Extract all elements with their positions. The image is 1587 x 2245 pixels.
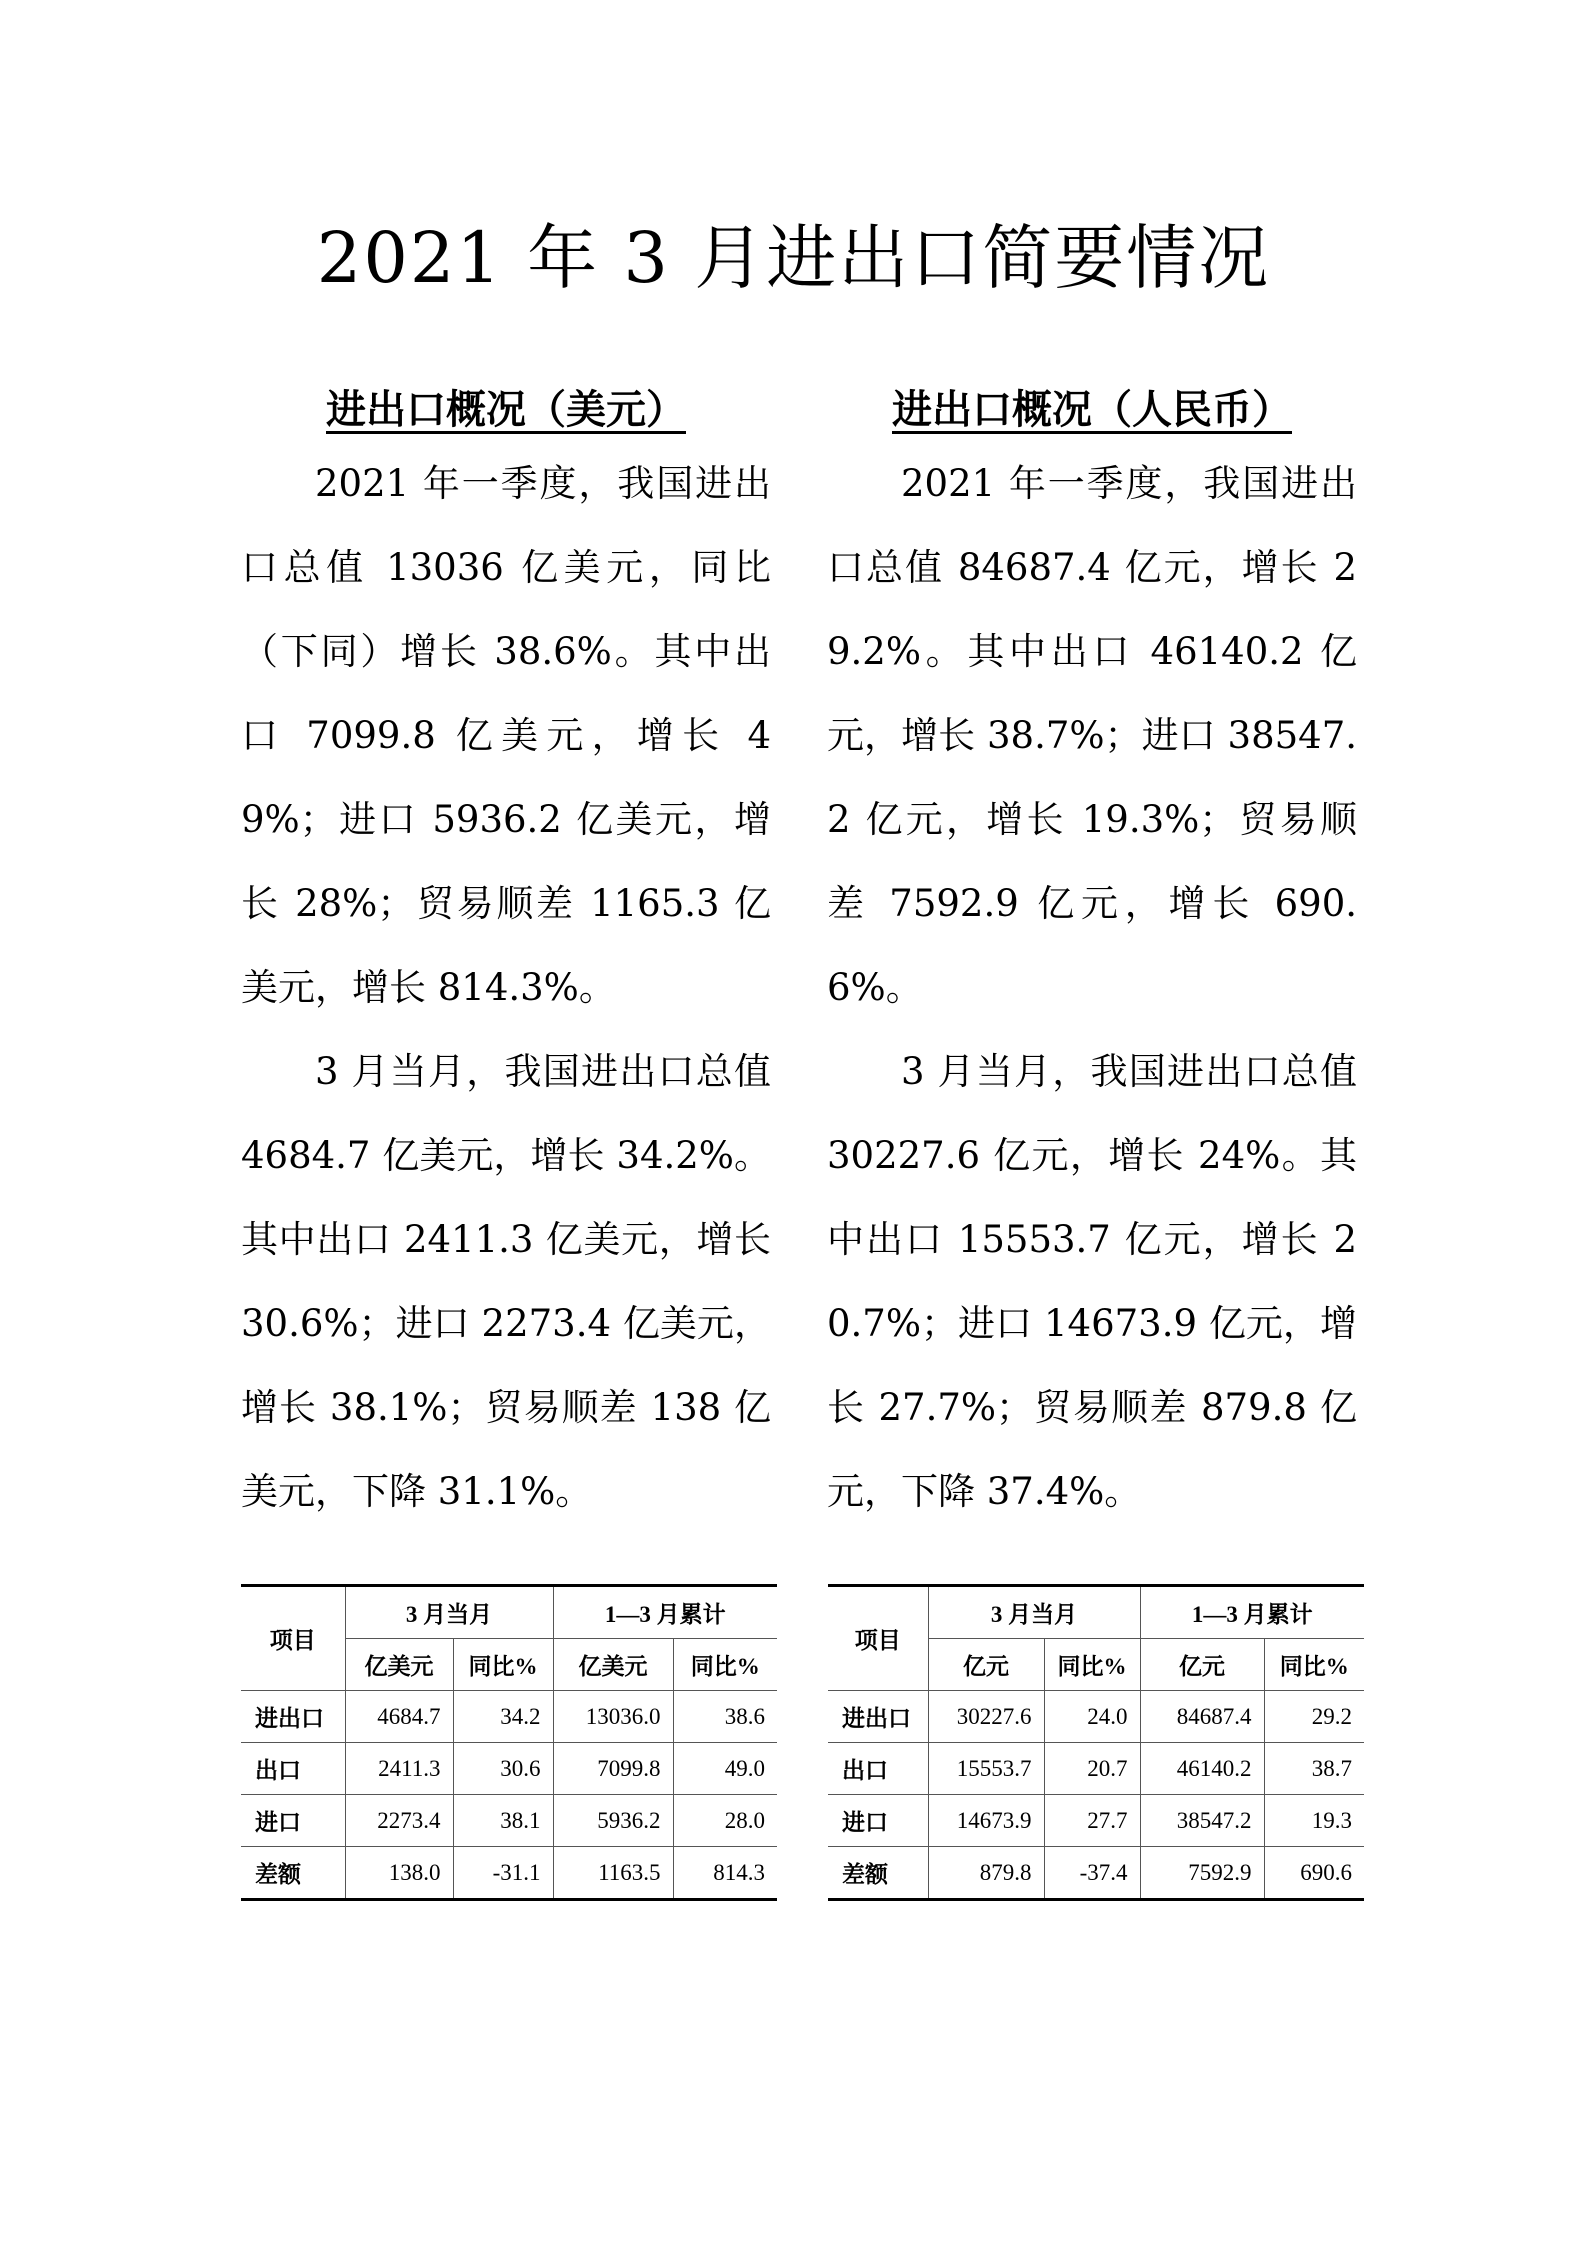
rmb-q1-paragraph: 2021 年一季度，我国进出口总值 84687.4 亿元，增长 29.2%。其中出口 46140.2 亿元，增长 38.7%；进口 38547.2 亿元，增长 19.3%；贸易顺差 7592.9 亿元，增长 690.6%。 [827,462,1357,1009]
cell-value: 1163.5 [553,1847,673,1900]
cumulative-group-header: 1—3 月累计 [1140,1586,1364,1639]
rmb-march-paragraph: 3 月当月，我国进出口总值 30227.6 亿元，增长 24%。其中出口 15553.7 亿元，增长 20.7%；进口 14673.9 亿元，增长 27.7%；贸易顺差 879.8 亿元，下降 37.4%。 [827,1050,1357,1513]
cell-value: 34.2 [453,1691,553,1743]
table-row [241,1743,777,1795]
rmb-section-heading [827,380,1357,440]
cell-value: 28.0 [673,1795,777,1847]
cell-value: 13036.0 [553,1691,673,1743]
row-label: 进出口 [828,1691,928,1743]
table-header-row [241,1586,777,1639]
cell-value: 30227.6 [928,1691,1044,1743]
march-unit-header: 亿元 [928,1639,1044,1691]
cell-value: 5936.2 [553,1795,673,1847]
table-row [828,1795,1364,1847]
cell-value: 27.7 [1044,1795,1140,1847]
row-label: 差额 [828,1847,928,1900]
table-header-row [828,1586,1364,1639]
table-row [828,1691,1364,1743]
table-row [241,1847,777,1900]
cell-value: 7592.9 [1140,1847,1264,1900]
usd-march-paragraph: 3 月当月，我国进出口总值 4684.7 亿美元，增长 34.2%。其中出口 2411.3 亿美元，增长 30.6%；进口 2273.4 亿美元，增长 38.1%；贸易顺差 138 亿美元，下降 31.1%。 [241,1050,771,1513]
cell-value: 15553.7 [928,1743,1044,1795]
cell-value: 814.3 [713,1859,765,1885]
cell-value: -37.4 [1044,1847,1140,1900]
cell-value: 14673.9 [928,1795,1044,1847]
usd-q1-paragraph: 2021 年一季度，我国进出口总值 13036 亿美元，同比（下同）增长 38.6%。其中出口 7099.8 亿美元，增长 49%；进口 5936.2 亿美元，增长 28%；贸易顺差 1165.3 亿美元，增长 814.3%。 [241,462,771,1009]
march-yoy-header: 同比% [1044,1639,1140,1691]
row-label: 进出口 [241,1691,345,1743]
march-unit-header: 亿美元 [345,1639,453,1691]
cell-value: 38547.2 [1140,1795,1264,1847]
table-row [241,1691,777,1743]
rmb-heading-text: 进出口概况（人民币） [892,386,1292,433]
cumulative-unit-header: 亿元 [1140,1639,1264,1691]
cumulative-yoy-header: 同比% [1264,1639,1364,1691]
table-row [241,1795,777,1847]
march-yoy-header: 同比% [453,1639,553,1691]
cell-value: 49.0 [673,1743,777,1795]
row-label: 出口 [241,1743,345,1795]
usd-heading-text: 进出口概况（美元） [326,386,686,433]
cell-value: 20.7 [1044,1743,1140,1795]
item-header: 项目 [828,1586,928,1691]
cumulative-unit-header: 亿美元 [553,1639,673,1691]
cell-value: 38.7 [1264,1743,1364,1795]
document-title: 2021 年 3 月进出口简要情况 [316,217,1271,299]
cell-value: 690.6 [1300,1859,1352,1885]
usd-summary-table [241,1584,777,1901]
cell-value: 30.6 [453,1743,553,1795]
table-row [828,1847,1364,1900]
rmb-summary-table [828,1584,1364,1901]
cell-value: 29.2 [1264,1691,1364,1743]
cell-value: 2411.3 [345,1743,453,1795]
cell-value: 7099.8 [553,1743,673,1795]
cell-value: 46140.2 [1140,1743,1264,1795]
cell-value: 4684.7 [345,1691,453,1743]
rmb-overview-column [827,380,1357,1534]
row-label: 差额 [241,1847,345,1900]
cell-value: 38.6 [673,1691,777,1743]
item-header: 项目 [241,1586,345,1691]
row-label: 出口 [828,1743,928,1795]
cell-value: 38.1 [453,1795,553,1847]
cumulative-group-header: 1—3 月累计 [553,1586,777,1639]
cell-value: -31.1 [453,1847,553,1900]
cell-value: 19.3 [1264,1795,1364,1847]
cumulative-yoy-header: 同比% [673,1639,777,1691]
march-group-header: 3 月当月 [345,1586,553,1639]
table-row [828,1743,1364,1795]
cell-value: 879.8 [928,1847,1044,1900]
usd-overview-column [241,380,771,1534]
cell-value: 84687.4 [1140,1691,1264,1743]
cell-value: 2273.4 [345,1795,453,1847]
row-label: 进口 [828,1795,928,1847]
march-group-header: 3 月当月 [928,1586,1140,1639]
cell-value: 138.0 [345,1847,453,1900]
cell-value: 24.0 [1044,1691,1140,1743]
row-label: 进口 [241,1795,345,1847]
usd-section-heading [241,380,771,440]
